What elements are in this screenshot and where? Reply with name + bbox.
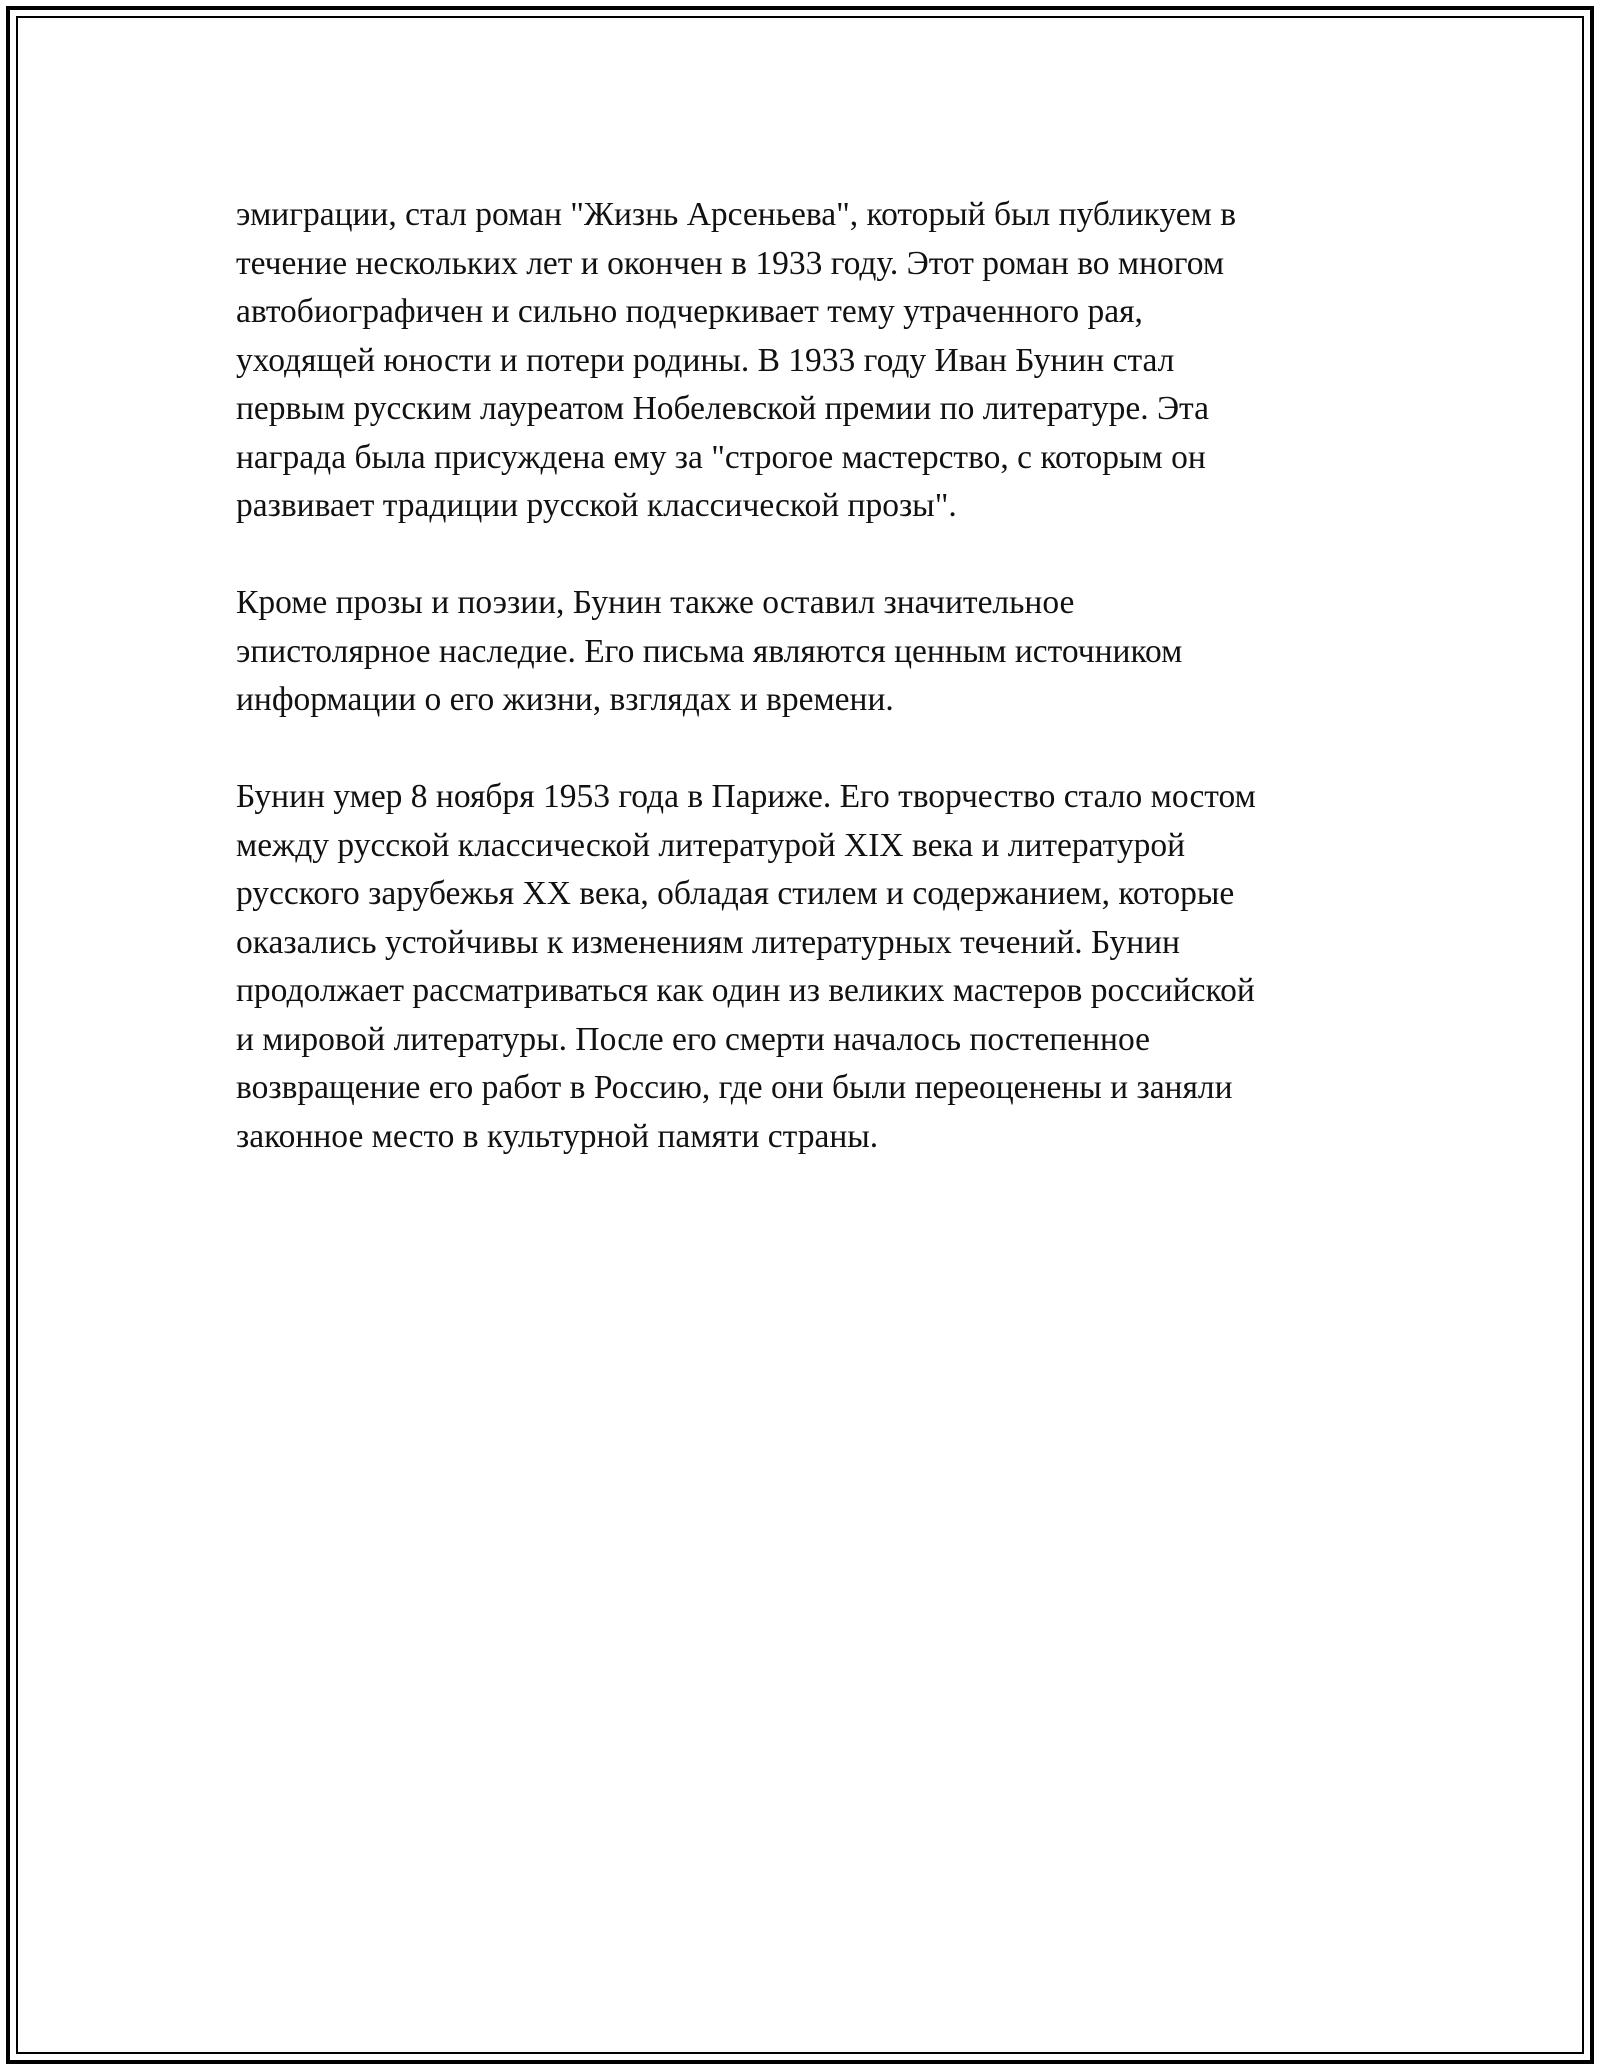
text-line: течение нескольких лет и окончен в 1933 году. Этот роман во многом <box>236 244 1225 282</box>
text-line: и мировой литературы. После его смерти началось постепенное <box>236 1020 1150 1058</box>
text-line: законное место в культурной памяти страны. <box>236 1117 879 1155</box>
text-line: информации о его жизни, взглядах и времени. <box>236 681 894 718</box>
text-line: русского зарубежья XX века, обладая стилем и содержанием, которые <box>236 875 1235 912</box>
paragraph-epistolary-heritage <box>236 579 1386 725</box>
paragraph-death-and-legacy <box>236 773 1386 1161</box>
text-line: уходящей юности и потери родины. В 1933 году Иван Бунин стал <box>236 341 1175 379</box>
text-line: автобиографичен и сильно подчеркивает тему утраченного рая, <box>236 293 1143 330</box>
text-line: оказались устойчивы к изменениям литературных течений. Бунин <box>236 923 1180 961</box>
text-line: эпистолярное наследие. Его письма являются ценным источником <box>236 632 1183 670</box>
text-line: возвращение его работ в Россию, где они были переоценены и заняли <box>236 1069 1233 1106</box>
text-line: Бунин умер 8 ноября 1953 года в Париже. Его творчество стало мостом <box>236 778 1256 815</box>
text-line: между русской классической литературой XIX века и литературой <box>236 826 1186 864</box>
text-line: награда была присуждена ему за "строгое мастерство, с которым он <box>236 438 1206 476</box>
text-line: Кроме прозы и поэзии, Бунин также оставил значительное <box>236 584 1075 621</box>
text-line: продолжает рассматриваться как один из великих мастеров российской <box>236 972 1255 1009</box>
document-body <box>236 191 1386 1161</box>
text-line: первым русским лауреатом Нобелевской премии по литературе. Эта <box>236 390 1209 427</box>
paragraph-arsenyev-nobel <box>236 191 1386 531</box>
text-line: развивает традиции русской классической прозы". <box>236 487 957 524</box>
text-line: эмиграции, стал роман "Жизнь Арсеньева", который был публикуем в <box>236 196 1237 233</box>
